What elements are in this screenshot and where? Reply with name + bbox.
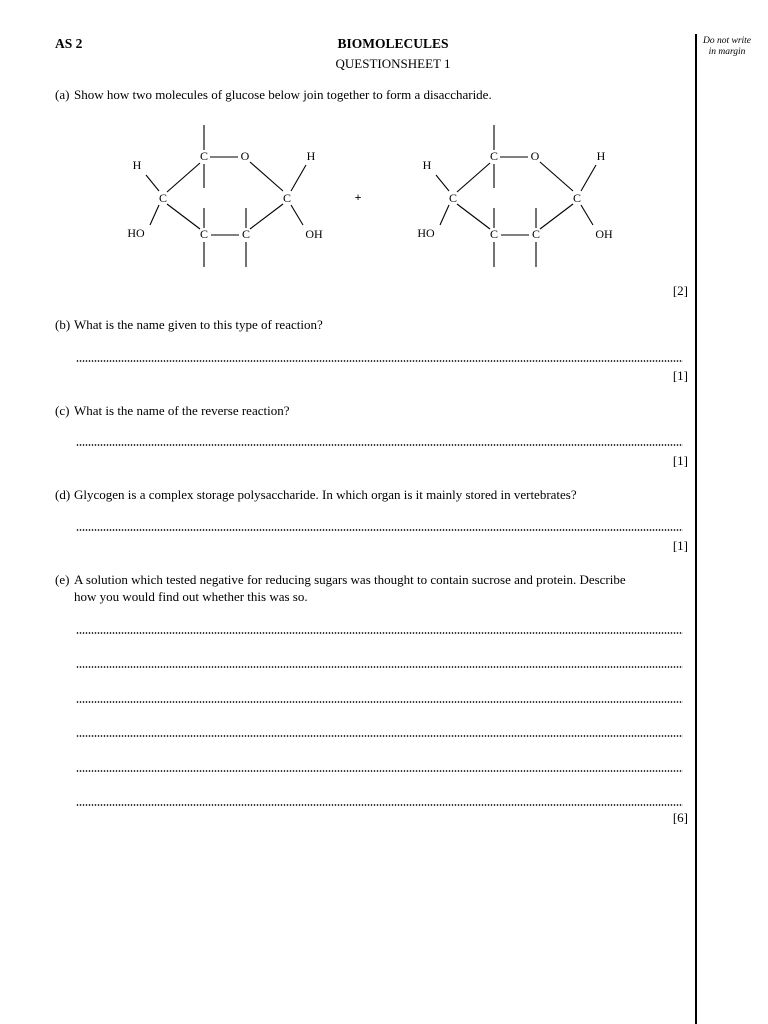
answer-line-b[interactable] bbox=[76, 360, 683, 362]
question-e-text-2: how you would find out whether this was so. bbox=[74, 589, 308, 604]
glucose-molecule-2 bbox=[417, 125, 613, 267]
answer-line-e-5[interactable] bbox=[76, 770, 683, 772]
atom-h-right: H bbox=[596, 148, 606, 163]
bond-c1-h bbox=[291, 165, 306, 191]
question-d-text: Glycogen is a complex storage polysaccharide. In which organ is it mainly stored in vertebrates? bbox=[74, 487, 577, 502]
answer-line-e-3[interactable] bbox=[76, 701, 683, 703]
atom-oh: OH bbox=[305, 226, 323, 241]
bond-c4-h bbox=[146, 175, 159, 191]
atom-o: O bbox=[240, 148, 250, 163]
question-e bbox=[55, 571, 626, 588]
bond-o-c1 bbox=[250, 162, 283, 191]
page-title: BIOMOLECULES bbox=[337, 36, 449, 51]
atom-c1: C bbox=[572, 190, 582, 205]
bond-c4-h bbox=[436, 175, 449, 191]
atom-c3: C bbox=[489, 226, 499, 241]
glucose-diagram bbox=[0, 115, 690, 275]
bond-c4-c5 bbox=[167, 163, 200, 192]
atom-c2: C bbox=[241, 226, 251, 241]
atom-c5: C bbox=[199, 148, 209, 163]
atom-c5: C bbox=[489, 148, 499, 163]
atom-oh: OH bbox=[595, 226, 613, 241]
atom-c2: C bbox=[531, 226, 541, 241]
atom-o: O bbox=[530, 148, 540, 163]
question-e-label: (e) bbox=[55, 572, 70, 587]
answer-line-e-1[interactable] bbox=[76, 632, 683, 634]
question-e-marks: [6] bbox=[672, 810, 688, 825]
atom-h-left: H bbox=[422, 157, 432, 172]
plus-sign: + bbox=[354, 190, 362, 204]
answer-line-d[interactable] bbox=[76, 529, 683, 531]
atom-c4: C bbox=[448, 190, 458, 205]
question-d bbox=[55, 486, 577, 503]
glucose-molecule-1 bbox=[127, 125, 323, 267]
answer-line-c[interactable] bbox=[76, 444, 683, 446]
bond-c3-c4 bbox=[457, 204, 490, 229]
answer-line-e-4[interactable] bbox=[76, 735, 683, 737]
atom-h-left: H bbox=[132, 157, 142, 172]
answer-line-e-2[interactable] bbox=[76, 666, 683, 668]
bond-c1-c2 bbox=[540, 204, 573, 229]
question-b-marks: [1] bbox=[672, 368, 688, 383]
question-b-label: (b) bbox=[55, 317, 71, 332]
paper-code: AS 2 bbox=[55, 36, 83, 51]
question-c-marks: [1] bbox=[672, 453, 688, 468]
question-b bbox=[55, 316, 323, 333]
atom-c1: C bbox=[282, 190, 292, 205]
margin-rule bbox=[695, 34, 697, 1024]
bond-c4-ho bbox=[440, 205, 449, 225]
bond-o-c1 bbox=[540, 162, 573, 191]
question-e-text-1: A solution which tested negative for reducing sugars was thought to contain sucrose and protein. Describe bbox=[74, 572, 626, 587]
question-a bbox=[55, 86, 492, 103]
question-b-text: What is the name given to this type of reaction? bbox=[74, 317, 323, 332]
question-c-label: (c) bbox=[55, 403, 70, 418]
page-subtitle: QUESTIONSHEET 1 bbox=[335, 56, 451, 71]
bond-c1-oh bbox=[291, 205, 303, 225]
atom-c3: C bbox=[199, 226, 209, 241]
question-a-text: Show how two molecules of glucose below join together to form a disaccharide. bbox=[74, 87, 492, 102]
question-a-marks: [2] bbox=[672, 283, 688, 298]
atom-c4: C bbox=[158, 190, 168, 205]
question-d-marks: [1] bbox=[672, 538, 688, 553]
question-d-label: (d) bbox=[55, 487, 71, 502]
question-c-text: What is the name of the reverse reaction? bbox=[74, 403, 290, 418]
question-a-label: (a) bbox=[55, 87, 70, 102]
question-c bbox=[55, 402, 289, 419]
answer-line-e-6[interactable] bbox=[76, 804, 683, 806]
atom-ho: HO bbox=[417, 225, 435, 240]
bond-c4-ho bbox=[150, 205, 159, 225]
atom-h-right: H bbox=[306, 148, 316, 163]
bond-c1-c2 bbox=[250, 204, 283, 229]
bond-c1-h bbox=[581, 165, 596, 191]
bond-c4-c5 bbox=[457, 163, 490, 192]
bond-c1-oh bbox=[581, 205, 593, 225]
atom-ho: HO bbox=[127, 225, 145, 240]
bond-c3-c4 bbox=[167, 204, 200, 229]
margin-note: Do not write in margin bbox=[702, 36, 752, 57]
